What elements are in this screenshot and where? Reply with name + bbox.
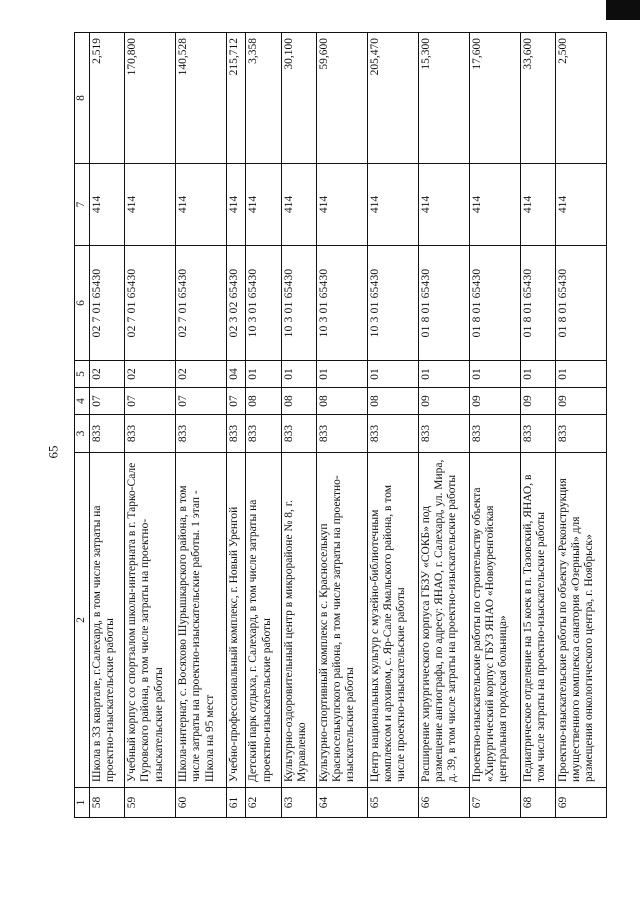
amount (227, 33, 246, 164)
cell-line: 3,358 (247, 38, 260, 64)
section-code (125, 388, 176, 415)
amount (555, 33, 606, 164)
cell-line: 10 3 01 65430 (282, 268, 295, 338)
section-code (246, 388, 281, 415)
header-cell: 1 (75, 788, 90, 818)
row-number: 64 (316, 788, 367, 818)
ministry-code (246, 415, 281, 453)
amount (469, 33, 520, 164)
expense-type (176, 164, 227, 246)
table-row (281, 33, 316, 818)
subsection-code (281, 361, 316, 388)
ministry-code (367, 415, 418, 453)
cell-line: 01 8 01 65430 (556, 268, 569, 338)
cell-line: 30,100 (282, 38, 295, 70)
cell-line: 09 (419, 395, 432, 407)
cell-line: 833 (247, 424, 260, 443)
ministry-code (555, 415, 606, 453)
cell-line: 10 3 01 65430 (368, 268, 381, 338)
cell-line: 01 (368, 368, 381, 380)
subsection-code (316, 361, 367, 388)
amount (418, 33, 469, 164)
cell-line: 01 (247, 368, 260, 380)
target-article (316, 246, 367, 361)
ministry-code (90, 415, 125, 453)
cell-line: 04 (228, 368, 241, 380)
cell-line: 2,500 (556, 38, 569, 64)
row-number: 62 (246, 788, 281, 818)
cell-line: 414 (247, 195, 260, 214)
cell-line: 08 (368, 395, 381, 407)
subsection-code (367, 361, 418, 388)
object-name: Учебный корпус со спортзалом школы-интерната в г. Тарко-Сале Пуровского района, в том числе затраты на проектно-изыскательские работы (125, 453, 176, 788)
budget-table (74, 32, 607, 818)
cell-line: 833 (317, 424, 330, 443)
table-row (176, 33, 227, 818)
cell-line: 414 (282, 195, 295, 214)
section-code (367, 388, 418, 415)
expense-type (281, 164, 316, 246)
subsection-code (246, 361, 281, 388)
ministry-code (316, 415, 367, 453)
section-code (520, 388, 555, 415)
expense-type (316, 164, 367, 246)
table-row (555, 33, 606, 818)
cell-line: 10 3 01 65430 (317, 268, 330, 338)
cell-line: 07 (126, 395, 139, 407)
expense-type (469, 164, 520, 246)
cell-line: 02 7 01 65430 (177, 268, 190, 338)
cell-line: 414 (177, 195, 190, 214)
header-cell: 7 (75, 164, 90, 246)
target-article (246, 246, 281, 361)
cell-line: 07 (177, 395, 190, 407)
amount (125, 33, 176, 164)
amount (520, 33, 555, 164)
cell-line: 09 (470, 395, 483, 407)
row-number: 61 (227, 788, 246, 818)
cell-line: 414 (556, 195, 569, 214)
row-number: 69 (555, 788, 606, 818)
cell-line: 833 (228, 424, 241, 443)
expense-type (418, 164, 469, 246)
scan-artifact-mark (606, 0, 640, 20)
target-article (520, 246, 555, 361)
cell-line: 414 (228, 195, 241, 214)
target-article (281, 246, 316, 361)
cell-line: 09 (556, 395, 569, 407)
cell-line: 833 (521, 424, 534, 443)
subsection-code (555, 361, 606, 388)
header-cell: 4 (75, 388, 90, 415)
section-code (316, 388, 367, 415)
cell-line: 01 (419, 368, 432, 380)
target-article (555, 246, 606, 361)
expense-type (367, 164, 418, 246)
cell-line: 01 8 01 65430 (470, 268, 483, 338)
target-article (367, 246, 418, 361)
cell-line: 02 (177, 368, 190, 380)
expense-type (246, 164, 281, 246)
target-article (176, 246, 227, 361)
ministry-code (176, 415, 227, 453)
amount (246, 33, 281, 164)
cell-line: 414 (126, 195, 139, 214)
cell-line: 33,600 (521, 38, 534, 70)
row-number: 67 (469, 788, 520, 818)
cell-line: 833 (126, 424, 139, 443)
cell-line: 02 7 01 65430 (91, 268, 103, 338)
cell-line: 02 (126, 368, 139, 380)
ministry-code (125, 415, 176, 453)
subsection-code (90, 361, 125, 388)
cell-line: 833 (470, 424, 483, 443)
cell-line: 08 (247, 395, 260, 407)
expense-type (555, 164, 606, 246)
expense-type (125, 164, 176, 246)
ministry-code (469, 415, 520, 453)
header-cell: 2 (75, 453, 90, 788)
table-row (227, 33, 246, 818)
section-code (281, 388, 316, 415)
object-name: Детский парк отдыха, г. Салехард, в том числе затраты на проектно-изыскательские работы (246, 453, 281, 788)
amount (316, 33, 367, 164)
expense-type (520, 164, 555, 246)
cell-line: 2,519 (91, 38, 103, 64)
cell-line: 833 (282, 424, 295, 443)
object-name: Школа-интернат, с. Восяхово Шурышкарского района, в том числе затраты на проектно-изыскательские работы. 1 этап - Школа на 95 мест (176, 453, 227, 788)
subsection-code (520, 361, 555, 388)
amount (176, 33, 227, 164)
cell-line: 02 7 01 65430 (126, 268, 139, 338)
table-row (520, 33, 555, 818)
cell-line: 833 (368, 424, 381, 443)
table-row (418, 33, 469, 818)
object-name: Педиатрическое отделение на 15 коек в п. Тазовский, ЯНАО, в том числе затраты на проектно-изыскательские работы (520, 453, 555, 788)
cell-line: 140,528 (177, 38, 190, 76)
object-name: Культурно-оздоровительный центр в микрорайоне № 8, г. Муравленко (281, 453, 316, 788)
header-cell: 3 (75, 415, 90, 453)
cell-line: 414 (91, 195, 103, 214)
header-cell: 5 (75, 361, 90, 388)
table-row (125, 33, 176, 818)
cell-line: 01 (470, 368, 483, 380)
cell-line: 01 (521, 368, 534, 380)
cell-line: 833 (419, 424, 432, 443)
cell-line: 414 (470, 195, 483, 214)
amount (281, 33, 316, 164)
cell-line: 08 (317, 395, 330, 407)
cell-line: 59,600 (317, 38, 330, 70)
object-name: Школа в 33 квартале, г.Салехард, в том числе затраты на проектно-изыскательские работы (90, 453, 125, 788)
subsection-code (227, 361, 246, 388)
object-name: Культурно-спортивный комплекс в с. Красноселькуп Красноселькупского района, в том числе затраты на проектно-изыскательские работы (316, 453, 367, 788)
cell-line: 09 (521, 395, 534, 407)
table-row (316, 33, 367, 818)
cell-line: 07 (91, 395, 103, 407)
row-number: 66 (418, 788, 469, 818)
object-name: Учебно-профессиональный комплекс, г. Новый Уренгой (227, 453, 246, 788)
subsection-code (418, 361, 469, 388)
object-name: Проектно-изыскательские работы по объекту «Реконструкция имущественного комплекса санатория «Озерный» для размещения онкологического центра, г. Ноябрьск» (555, 453, 606, 788)
cell-line: 414 (521, 195, 534, 214)
cell-line: 01 (282, 368, 295, 380)
expense-type (90, 164, 125, 246)
row-number: 59 (125, 788, 176, 818)
ministry-code (227, 415, 246, 453)
cell-line: 833 (556, 424, 569, 443)
header-cell: 6 (75, 246, 90, 361)
cell-line: 07 (228, 395, 241, 407)
cell-line: 01 (556, 368, 569, 380)
ministry-code (281, 415, 316, 453)
section-code (227, 388, 246, 415)
rotated-table-container (74, 33, 607, 818)
header-row (75, 33, 90, 818)
subsection-code (176, 361, 227, 388)
page-number-text: 65 (45, 445, 60, 459)
table-row (90, 33, 125, 818)
row-number: 60 (176, 788, 227, 818)
table-row (367, 33, 418, 818)
table-row (246, 33, 281, 818)
subsection-code (469, 361, 520, 388)
ministry-code (418, 415, 469, 453)
cell-line: 170,800 (126, 38, 139, 76)
expense-type (227, 164, 246, 246)
cell-line: 01 8 01 65430 (419, 268, 432, 338)
row-number: 58 (90, 788, 125, 818)
object-name: Расширение хирургического корпуса ГБЗУ «СОКБ» под размещение ангиографа, по адресу: ЯНАО, г. Салехард, ул. Мира, д. 39, в том числе затраты на проектно-изыскательские работы (418, 453, 469, 788)
section-code (418, 388, 469, 415)
amount (90, 33, 125, 164)
object-name: Центр национальных культур с музейно-библиотечным комплексом и архивом, с. Яр-Сале Ямальского района, в том числе проектно-изыскательские работы (367, 453, 418, 788)
row-number: 68 (520, 788, 555, 818)
section-code (555, 388, 606, 415)
cell-line: 01 8 01 65430 (521, 268, 534, 338)
section-code (90, 388, 125, 415)
table-body (90, 33, 607, 818)
row-number: 65 (367, 788, 418, 818)
target-article (125, 246, 176, 361)
table-row (469, 33, 520, 818)
cell-line: 10 3 01 65430 (247, 268, 260, 338)
row-number: 63 (281, 788, 316, 818)
ministry-code (520, 415, 555, 453)
cell-line: 414 (419, 195, 432, 214)
cell-line: 02 3 02 65430 (228, 268, 241, 338)
section-code (176, 388, 227, 415)
header-cell: 8 (75, 33, 90, 164)
cell-line: 205,470 (368, 38, 381, 76)
cell-line: 01 (317, 368, 330, 380)
subsection-code (125, 361, 176, 388)
target-article (227, 246, 246, 361)
cell-line: 02 (91, 368, 103, 380)
target-article (90, 246, 125, 361)
cell-line: 833 (177, 424, 190, 443)
amount (367, 33, 418, 164)
target-article (469, 246, 520, 361)
section-code (469, 388, 520, 415)
cell-line: 414 (368, 195, 381, 214)
cell-line: 215,712 (228, 38, 241, 76)
cell-line: 414 (317, 195, 330, 214)
cell-line: 15,300 (419, 38, 432, 70)
object-name: Проектно-изыскательские работы по строительству объекта «Хирургический корпус ГБУЗ ЯНАО «Новоуренгойская центральная городская больница» (469, 453, 520, 788)
page-number (41, 432, 65, 472)
target-article (418, 246, 469, 361)
cell-line: 08 (282, 395, 295, 407)
cell-line: 833 (91, 424, 103, 443)
cell-line: 17,600 (470, 38, 483, 70)
